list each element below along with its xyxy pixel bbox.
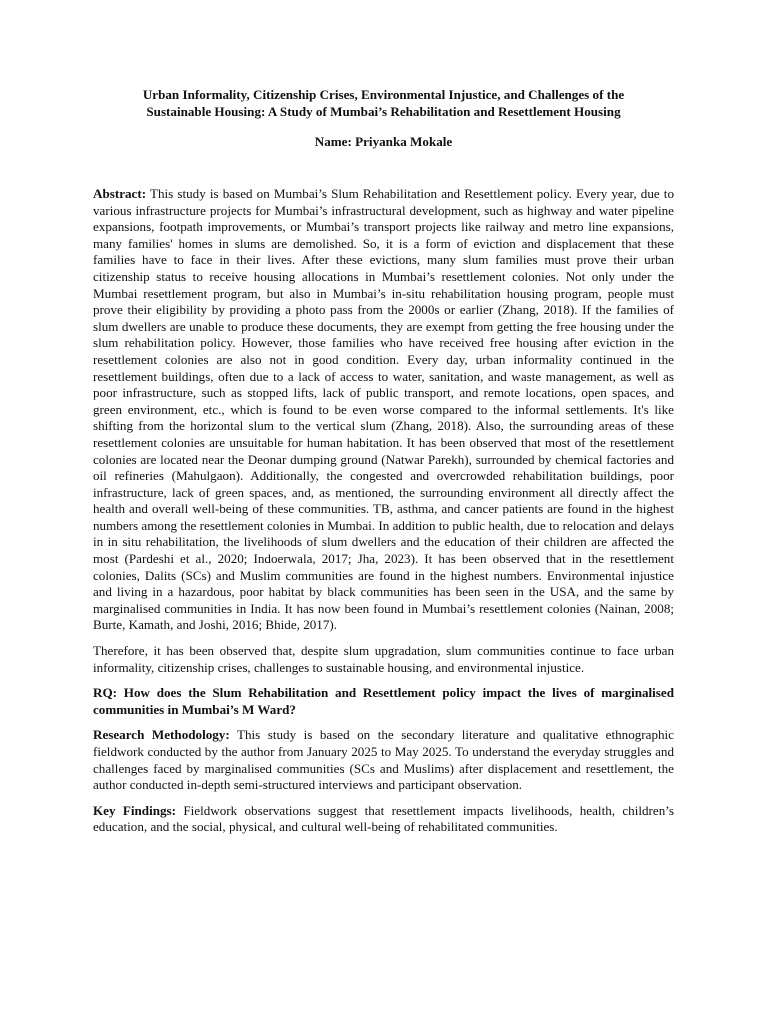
- author-name: Name: Priyanka Mokale: [314, 134, 453, 149]
- title-line-1: Urban Informality, Citizenship Crises, Environmental Injustice, and Challenges of the: [142, 87, 625, 102]
- findings-text: Fieldwork observations suggest that resettlement impacts livelihoods, health, children’s education, and the social, physical, and cultural well-being of rehabilitated communities.: [93, 802, 674, 835]
- abstract-paragraph: [93, 186, 674, 634]
- abstract-text: This study is based on Mumbai’s Slum Rehabilitation and Resettlement policy. Every year, due to various infrastructure projects for Mumbai’s infrastructural development, such as highway and water pipeline expansions, footpath improvements, or Mumbai’s transport projects like railway and metro line expansions, many families' homes in slums are demolished. So, it is a form of eviction and displacement that these families have to face in their lives. After these evictions, many slum families must prove their urban citizenship status to receive housing allocations in Mumbai’s resettlement colonies. Not only under the Mumbai resettlement program, but also in Mumbai’s in-situ rehabilitation housing program, people must prove their eligibility by providing a photo pass from the 2000s or earlier (Zhang, 2018). If the families of slum dwellers are unable to produce these documents, they are exempt from getting the free housing under the slum rehabilitation policy. However, those families who have received free housing after eviction in the resettlement colonies are also not in good condition. Every day, urban informality continued in the resettlement buildings, often due to a lack of access to water, sanitation, and waste management, as well as poor infrastructure, such as stopped lifts, lack of public transport, and remote locations, open spaces, and green environment, etc., which is found to be even worse compared to the informal settlements. It's like shifting from the horizontal slum to the vertical slum (Zhang, 2018). Also, the surrounding areas of these resettlement colonies are unsuitable for human habitation. It has been observed that most of the resettlement colonies are located near the Deonar dumping ground (Natwar Parekh), surrounded by chemical factories and oil refineries (Mahulgaon). Additionally, the congested and overcrowded rehabilitation buildings, poor infrastructure, lack of green spaces, and, as mentioned, the surrounding environment all directly affect the health and overall well-being of these communities. TB, asthma, and cancer patients are found in the highest numbers among the resettlement colonies in Mumbai. In addition to public health, due to relocation and delays in in situ rehabilitation, the livelihoods of slum dwellers and the education of their children are affected the most (Pardeshi et al., 2020; Indoerwala, 2017; Jha, 2023). It has been observed that in the resettlement colonies, Dalits (SCs) and Muslim communities are found in the highest numbers. Environmental injustice and living in a hazardous, poor habitat by black communities has been seen in the USA, and the same by marginalised communities in India. It has now been found in Mumbai’s resettlement colonies (Nainan, 2008; Burte, Kamath, and Joshi, 2016; Bhide, 2017).: [93, 186, 674, 633]
- research-question: RQ: How does the Slum Rehabilitation and Resettlement policy impact the lives of marginalised communities in Mumbai’s M Ward?: [93, 685, 674, 717]
- abstract-label: Abstract:: [93, 186, 147, 201]
- methodology-paragraph: [93, 727, 674, 793]
- methodology-text: This study is based on the secondary literature and qualitative ethnographic fieldwork conducted by the author from January 2025 to May 2025. To understand the everyday struggles and challenges faced by marginalised communities (SCs and Muslims) after displacement and resettlement, the author conducted in-depth semi-structured interviews and participant observation.: [93, 727, 674, 793]
- conclusion-paragraph: Therefore, it has been observed that, despite slum upgradation, slum communities continue to face urban informality, citizenship crises, challenges to sustainable housing, and environmental injustice.: [93, 643, 674, 675]
- title-line-2: Sustainable Housing: A Study of Mumbai’s Rehabilitation and Resettlement Housing: [146, 104, 621, 119]
- findings-paragraph: [93, 803, 674, 836]
- findings-label: Key Findings:: [93, 802, 176, 818]
- paper-title: [93, 86, 674, 120]
- methodology-label: Research Methodology:: [93, 727, 230, 743]
